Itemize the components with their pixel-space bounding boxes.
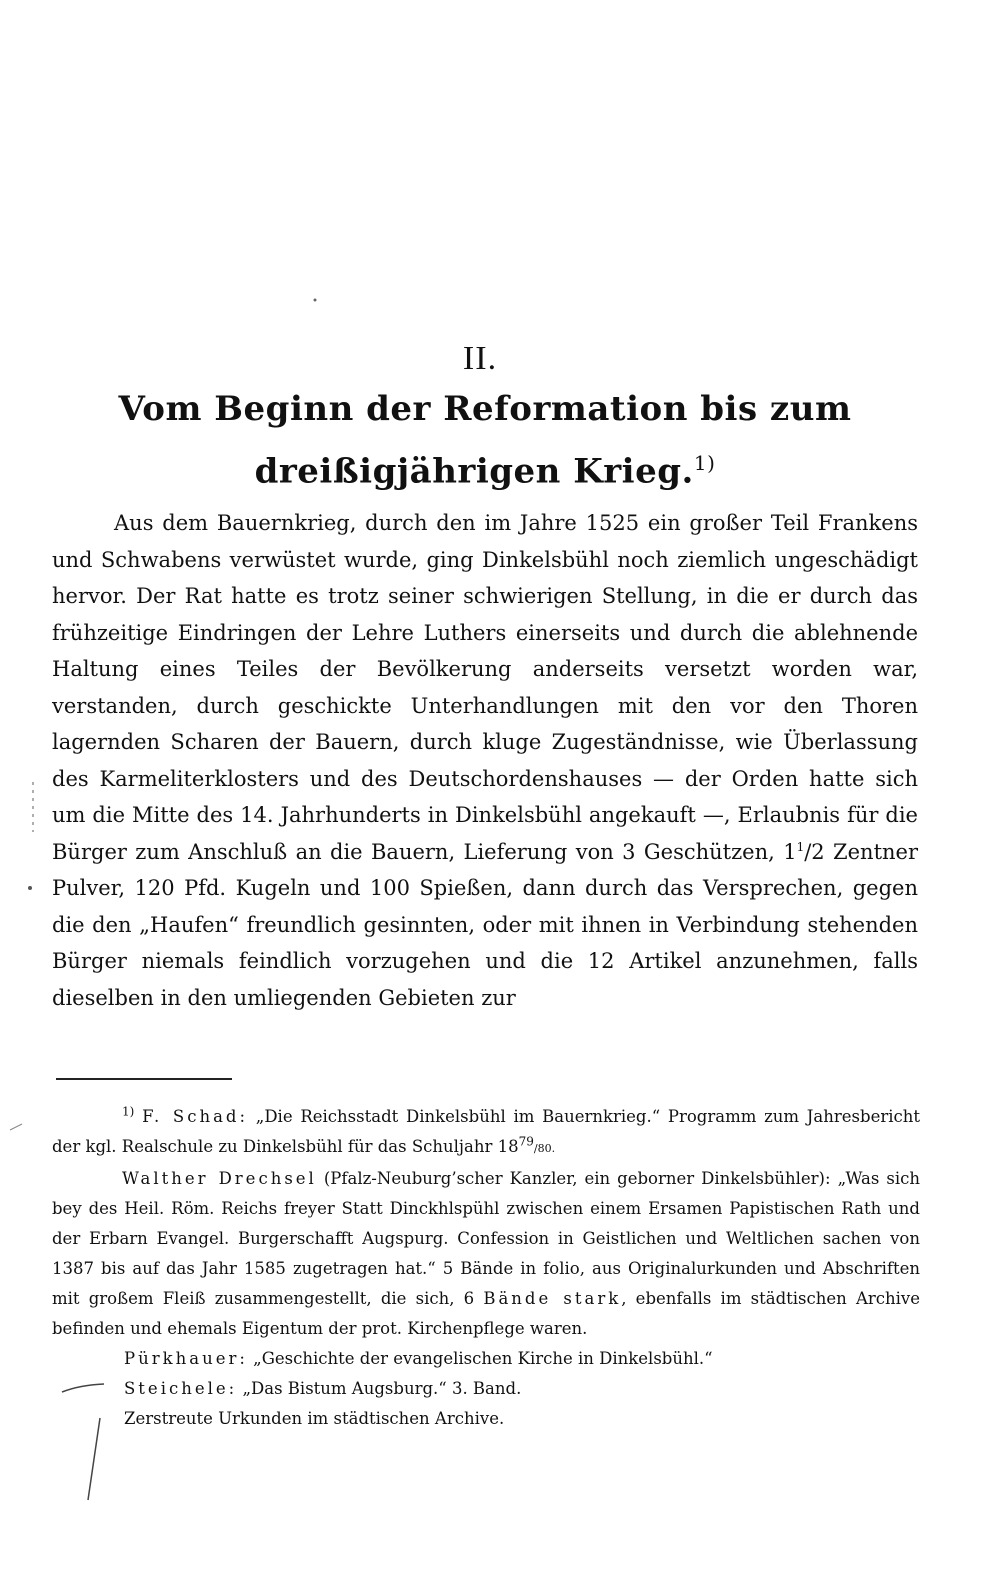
author-schad: F. Schad:: [142, 1107, 249, 1126]
author-drechsel: Walther Drechsel: [122, 1169, 317, 1188]
author-puerkhauer: Pürkhauer:: [124, 1349, 248, 1368]
source-puerkhauer: [124, 1344, 920, 1374]
drechsel-volumes: Bände stark: [483, 1289, 622, 1308]
source-steichele-text: „Das Bistum Augsburg.“ 3. Band.: [237, 1379, 522, 1398]
footnote-drechsel: [52, 1164, 920, 1344]
source-puerkhauer-text: „Geschichte der evangelischen Kirche in Dinkelsbühl.“: [247, 1349, 713, 1368]
schad-year-tail: /80.: [533, 1142, 556, 1155]
fraction-denominator: /2: [804, 839, 825, 864]
footnote-drechsel-text-2: , ebenfalls im städtischen Archive befinden und ehemals Eigentum der prot. Kirchenpflege waren.: [52, 1289, 920, 1338]
footnotes: [52, 1102, 920, 1434]
body-text-part-2: Zentner Pulver, 120 Pfd. Kugeln und 100 Spießen, dann durch das Versprechen, gegen die den „Haufen“ freundlich gesinnten, oder mit ihnen in Verbindung stehenden Bürger niemals feindlich vorzugehen und die 12 Artikel anzunehmen, falls dieselben in den umliegenden Gebieten zur: [52, 839, 919, 1010]
footnote-marker: 1): [122, 1104, 135, 1119]
margin-scratch: [10, 1124, 22, 1130]
author-steichele: Steichele:: [124, 1379, 238, 1398]
body-paragraph: [52, 505, 918, 1016]
chapter-number: II.: [462, 340, 498, 377]
margin-dot: [28, 886, 32, 890]
footnote-source-list: [52, 1344, 920, 1434]
chapter-title: [50, 382, 920, 498]
fraction-numerator: 1: [796, 839, 805, 854]
source-steichele: [124, 1374, 920, 1404]
footnote-drechsel-text-1: (Pfalz-Neuburg’scher Kanzler, ein geborner Dinkelsbühler): „Was sich bey des Heil. Röm. Reichs freyer Statt Dinckhlspühl zwischen einem Ersamen Papistischen Rath und der Erbarn Evangel. Burgerschafft Augspurg. Confession in Geistlichen und Weltlichen sachen von 1387 bis auf das Jahr 1585 zugetragen hat.“ 5 Bände in folio, aus Originalurkunden und Abschriften mit großem Fleiß zusammengestellt, die sich, 6: [52, 1169, 920, 1308]
source-archive: Zerstreute Urkunden im städtischen Archive.: [124, 1409, 505, 1428]
scan-speck: [314, 299, 317, 302]
footnote-schad: [52, 1102, 920, 1164]
schad-year-super: 79: [518, 1134, 534, 1149]
chapter-footnote-marker: 1): [693, 451, 716, 475]
chapter-title-text: Vom Beginn der Reformation bis zum dreißigjährigen Krieg.: [118, 389, 852, 492]
body-text-part-1: Aus dem Bauernkrieg, durch den im Jahre 1525 ein großer Teil Frankens und Schwabens verwüstet wurde, ging Dinkelsbühl noch ziemlich ungeschädigt hervor. Der Rat hatte es trotz seiner schwierigen Stellung, in die er durch das frühzeitige Eindringen der Lehre Luthers einerseits und durch die ablehnende Haltung eines Teiles der Bevölkerung anderseits versetzt worden war, verstanden, durch geschickte Unterhandlungen mit den vor den Thoren lagernden Scharen der Bauern, durch kluge Zugeständnisse, wie Überlassung des Karmeliterklosters und des Deutschordenshauses — der Orden hatte sich um die Mitte des 14. Jahrhunderts in Dinkelsbühl angekauft —, Erlaubnis für die Bürger zum Anschluß an die Bauern, Lieferung von 3 Geschützen, 1: [52, 511, 918, 864]
footnote-separator: [56, 1078, 232, 1080]
footnote-schad-text: „Die Reichsstadt Dinkelsbühl im Bauernkrieg.“ Programm zum Jahresbericht der kgl. Realschule zu Dinkelsbühl für das Schuljahr 18: [52, 1107, 920, 1156]
